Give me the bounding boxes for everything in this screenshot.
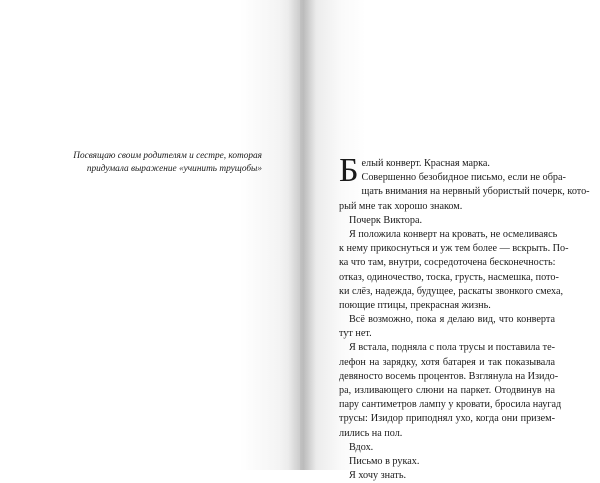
- dedication-line: Посвящаю своим родителям и сестре, которая: [73, 151, 262, 161]
- text-line: Совершенно безобидное письмо, если не обра-: [361, 172, 566, 184]
- text-line: трусы: Изидор приподнял ухо, когда они призем-: [339, 413, 555, 425]
- text-line: лились на пол.: [339, 427, 403, 439]
- text-line: елый конверт. Красная марка.: [361, 158, 490, 169]
- text-line: тут нет.: [339, 328, 372, 340]
- chapter-text: [339, 152, 590, 483]
- text-line: Я встала, подняла с пола трусы и поставила те-: [349, 342, 555, 354]
- text-line: отказ, одиночество, тоска, грусть, насмешка, пото-: [339, 271, 559, 283]
- text-line: ка что там, внутри, сосредоточена бесконечность:: [339, 257, 556, 269]
- text-line: поющие птицы, прекрасная жизнь.: [339, 299, 491, 311]
- text-line: Почерк Виктора.: [349, 214, 423, 226]
- text-line: пару сантиметров лампу у кровати, бросила наугад: [339, 399, 562, 411]
- text-line: девяносто восемь процентов. Взглянула на Изидо-: [339, 370, 559, 382]
- dedication: [50, 150, 262, 176]
- text-line: к нему прикоснуться и уж тем более — вскрыть. По-: [339, 243, 569, 255]
- dedication-line: придумала выражение «учинить трущобы»: [86, 164, 262, 174]
- text-line: лефон на зарядку, хотя батарея и так показывала: [339, 356, 555, 368]
- text-line: Я положила конверт на кровать, не осмеливаясь: [349, 228, 558, 240]
- text-line: щать внимания на нервный убористый почерк, кото-: [361, 186, 590, 198]
- drop-cap: Б: [339, 152, 359, 189]
- text-line: Письмо в руках.: [349, 455, 420, 467]
- left-page: [0, 0, 300, 470]
- text-line: ра, изливающего слюни на паркет. Отодвинув на: [339, 385, 555, 396]
- text-line: Я хочу знать.: [349, 470, 407, 482]
- text-line: рый мне так хорошо знаком.: [339, 200, 463, 212]
- text-line: ки слёз, надежда, будущее, раскаты звонкого смеха,: [339, 285, 564, 297]
- text-line: Всё возможно, пока я делаю вид, что конверта: [349, 314, 555, 326]
- text-line: Вдох.: [349, 441, 374, 453]
